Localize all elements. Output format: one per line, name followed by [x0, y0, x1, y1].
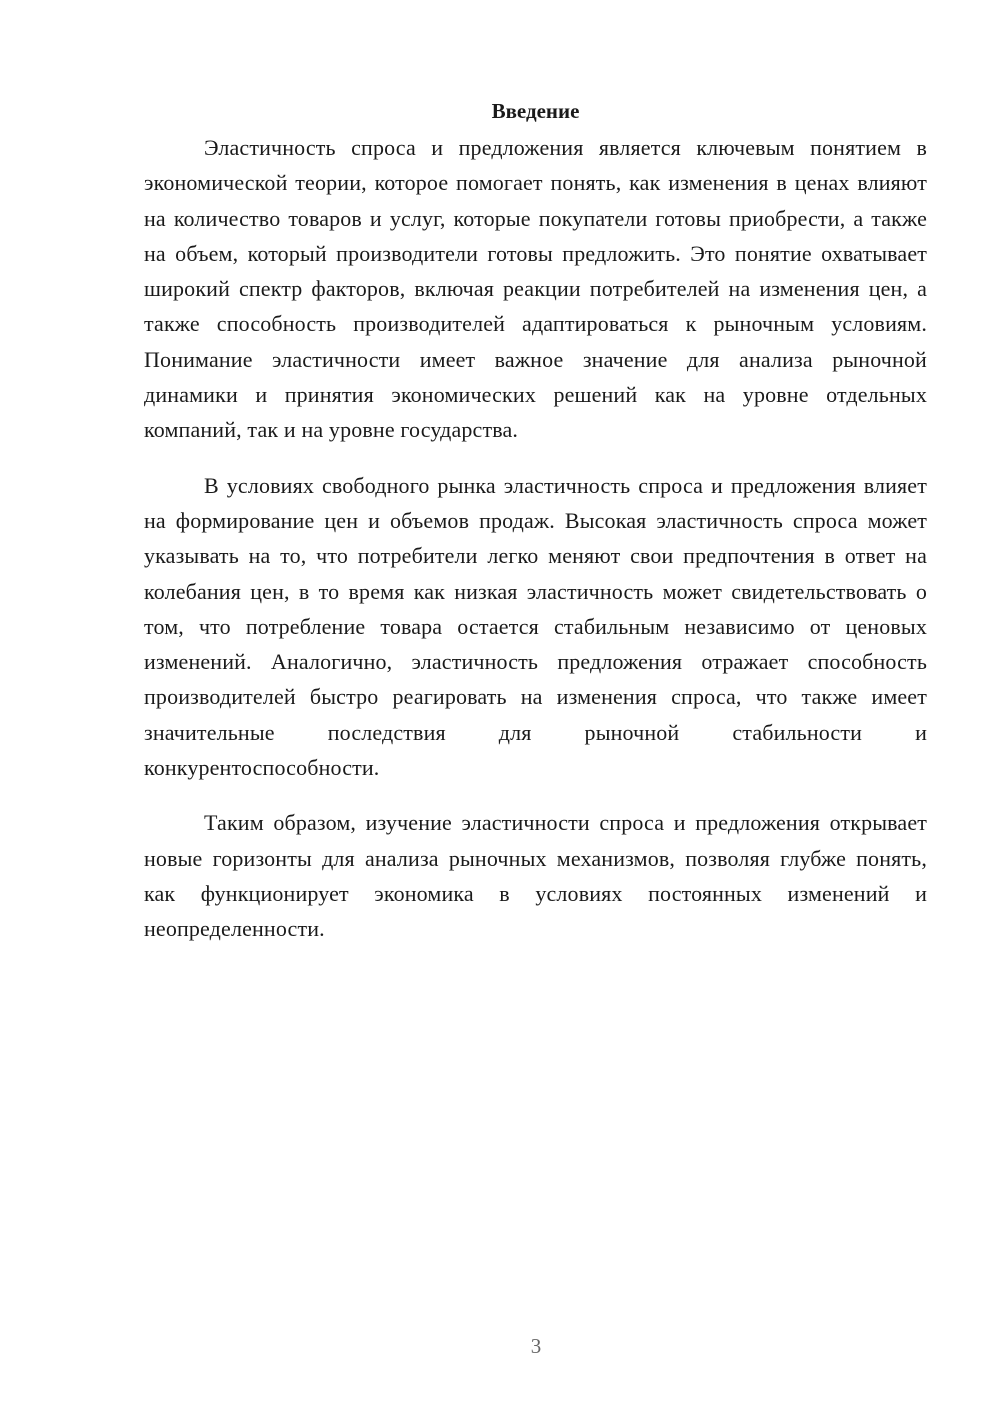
- page-number: 3: [530, 1334, 542, 1358]
- section-title: Введение: [491, 99, 580, 123]
- page-content: [144, 96, 927, 947]
- paragraph-2: В условиях свободного рынка эластичность спроса и предложения влияет на формирование цен и объемов продаж. Высокая эластичность спроса может указывать на то, что потребители легко меняют свои предпочтения в ответ на колебания цен, в то время как низкая эластичность может свидетельствовать о том, что потребление товара остается стабильным независимо от ценовых изменений. Аналогично, эластичность предложения отражает способность производителей быстро реагировать на изменения спроса, что также имеет значительные последствия для рыночной стабильности и конкурентоспособности.: [144, 472, 927, 781]
- paragraph-1: Эластичность спроса и предложения является ключевым понятием в экономической теории, которое помогает понять, как изменения в ценах влияют на количество товаров и услуг, которые покупатели готовы приобрести, а также на объем, который производители готовы предложить. Это понятие охватывает широкий спектр факторов, включая реакции потребителей на изменения цен, а также способность производителей адаптироваться к рыночным условиям. Понимание эластичности имеет важное значение для анализа рыночной динамики и принятия экономических решений как на уровне отдельных компаний, так и на уровне государства.: [144, 135, 927, 443]
- paragraph-3: Таким образом, изучение эластичности спроса и предложения открывает новые горизонты для анализа рыночных механизмов, позволяя глубже понять, как функционирует экономика в условиях постоянных изменений и неопределенности.: [144, 810, 927, 942]
